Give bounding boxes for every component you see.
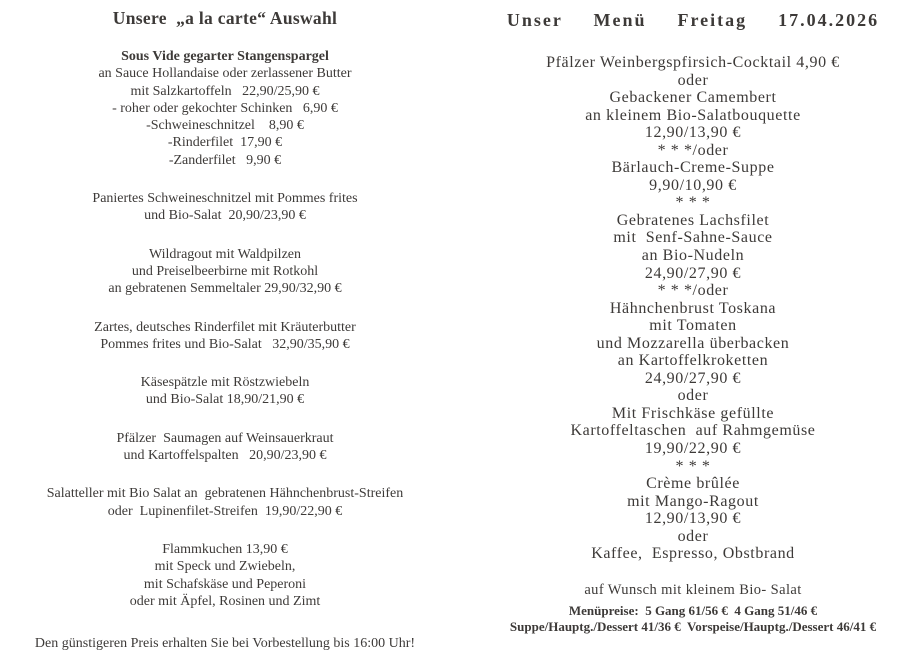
menu-line: 24,90/27,90 € (644, 264, 742, 282)
menu-line: Flammkuchen 13,90 € (162, 541, 288, 557)
menu-line: Gebratenes Lachsfilet (616, 211, 770, 229)
menu-line: Mit Frischkäse gefüllte (611, 404, 775, 422)
menu-line: an Sauce Hollandaise oder zerlassener Butter (98, 66, 352, 82)
menu-line: -Schweineschnitzel 8,90 € (146, 118, 304, 134)
menu-line: Sous Vide gegarter Stangenspargel (121, 49, 329, 64)
a-la-carte-sections (0, 48, 450, 610)
menu-line: Zartes, deutsches Rinderfilet mit Kräuterbutter (94, 319, 356, 335)
menu-line: mit Schafskäse und Peperoni (143, 576, 307, 592)
menu-line: und Kartoffelspalten 20,90/23,90 € (123, 448, 327, 464)
menu-line: an gebratenen Semmeltaler 29,90/32,90 € (108, 281, 342, 297)
menu-line: Paniertes Schweineschnitzel mit Pommes frites (92, 191, 358, 207)
menu-line: Pfälzer Weinbergspfirsich-Cocktail 4,90 € (546, 54, 840, 71)
menu-line: Kartoffeltaschen auf Rahmgemüse (570, 422, 816, 440)
menu-section (0, 541, 450, 610)
menu-line: mit Mango-Ragout (627, 492, 759, 510)
menu-line: und Bio-Salat 20,90/23,90 € (144, 208, 306, 224)
menu-line: und Bio-Salat 18,90/21,90 € (145, 392, 305, 408)
menu-line: oder Lupinenfilet-Streifen 19,90/22,90 € (107, 503, 343, 519)
menu-line: Crème brûlée (646, 475, 740, 493)
menu-line: * * */oder (657, 282, 729, 300)
menu-line: 9,90/10,90 € (649, 176, 737, 194)
menu-line: * * * (675, 194, 711, 212)
menu-line: Bärlauch-Creme-Suppe (611, 159, 775, 177)
menu-line: 24,90/27,90 € (644, 369, 742, 387)
menu-line: 12,90/13,90 € (644, 124, 742, 142)
menu-line: oder (677, 71, 709, 89)
menu-section (0, 485, 450, 520)
menu-price-line: Suppe/Hauptg./Dessert 41/36 € Vorspeise/Hauptg./Dessert 46/41 € (509, 619, 877, 635)
menu-line: - roher oder gekochter Schinken 6,90 € (112, 100, 338, 116)
menu-line: Pommes frites und Bio-Salat 32,90/35,90 € (100, 336, 350, 352)
bio-salat-note: auf Wunsch mit kleinem Bio- Salat (584, 581, 802, 598)
menu-line: Salatteller mit Bio Salat an gebratenen Hähnchenbrust-Streifen (46, 486, 404, 502)
menu-line: Hähnchenbrust Toskana (609, 299, 777, 317)
menu-line: 19,90/22,90 € (644, 440, 742, 458)
menu-line: * * * (675, 457, 711, 475)
menu-line: -Zanderfilet 9,90 € (168, 152, 282, 168)
menu-line: mit Senf-Sahne-Sauce (613, 229, 773, 247)
menu-section (0, 246, 450, 298)
menu-line: an kleinem Bio-Salatbouquette (585, 106, 801, 124)
menu-line: 12,90/13,90 € (644, 510, 742, 528)
menu-line: Pfälzer Saumagen auf Weinsauerkraut (116, 430, 334, 446)
menu-line: Gebackener Camembert (609, 89, 777, 107)
menu-line: mit Salzkartoffeln 22,90/25,90 € (130, 83, 320, 99)
menu-line: mit Speck und Zwiebeln, (154, 559, 296, 575)
menu-line: -Rinderfilet 17,90 € (167, 135, 283, 151)
menu-prices (468, 603, 900, 636)
menu-line: und Mozzarella überbacken (596, 334, 790, 352)
menu-price-line: Menüpreise: 5 Gang 61/56 € 4 Gang 51/46 € (568, 602, 818, 618)
menu-section (0, 374, 450, 409)
menu-line: oder (677, 387, 709, 405)
menu-line: und Preiselbeerbirne mit Rotkohl (131, 263, 319, 279)
daily-menu-title: Unser Menü Freitag 17.04.2026 (506, 10, 880, 30)
menu-line: Käsespätzle mit Röstzwiebeln (140, 375, 310, 391)
daily-menu-lines (468, 54, 900, 563)
menu-section (0, 430, 450, 465)
menu-line: an Kartoffelkroketten (617, 352, 769, 370)
preorder-footnote: Den günstigeren Preis erhalten Sie bei Vorbestellung bis 16:00 Uhr! (34, 636, 416, 652)
menu-section (0, 190, 450, 225)
menu-line: mit Tomaten (649, 317, 737, 335)
menu-line: oder (677, 527, 709, 545)
menu-section (0, 319, 450, 354)
menu-line: an Bio-Nudeln (641, 247, 745, 265)
menu-line: * * */oder (657, 141, 729, 159)
daily-menu-column (468, 0, 900, 636)
a-la-carte-title: Unsere „a la carte“ Auswahl (112, 8, 338, 28)
menu-line: Wildragout mit Waldpilzen (148, 246, 302, 262)
menu-section (0, 48, 450, 169)
menu-line: oder mit Äpfel, Rosinen und Zimt (129, 593, 321, 609)
menu-line: Kaffee, Espresso, Obstbrand (591, 545, 795, 563)
